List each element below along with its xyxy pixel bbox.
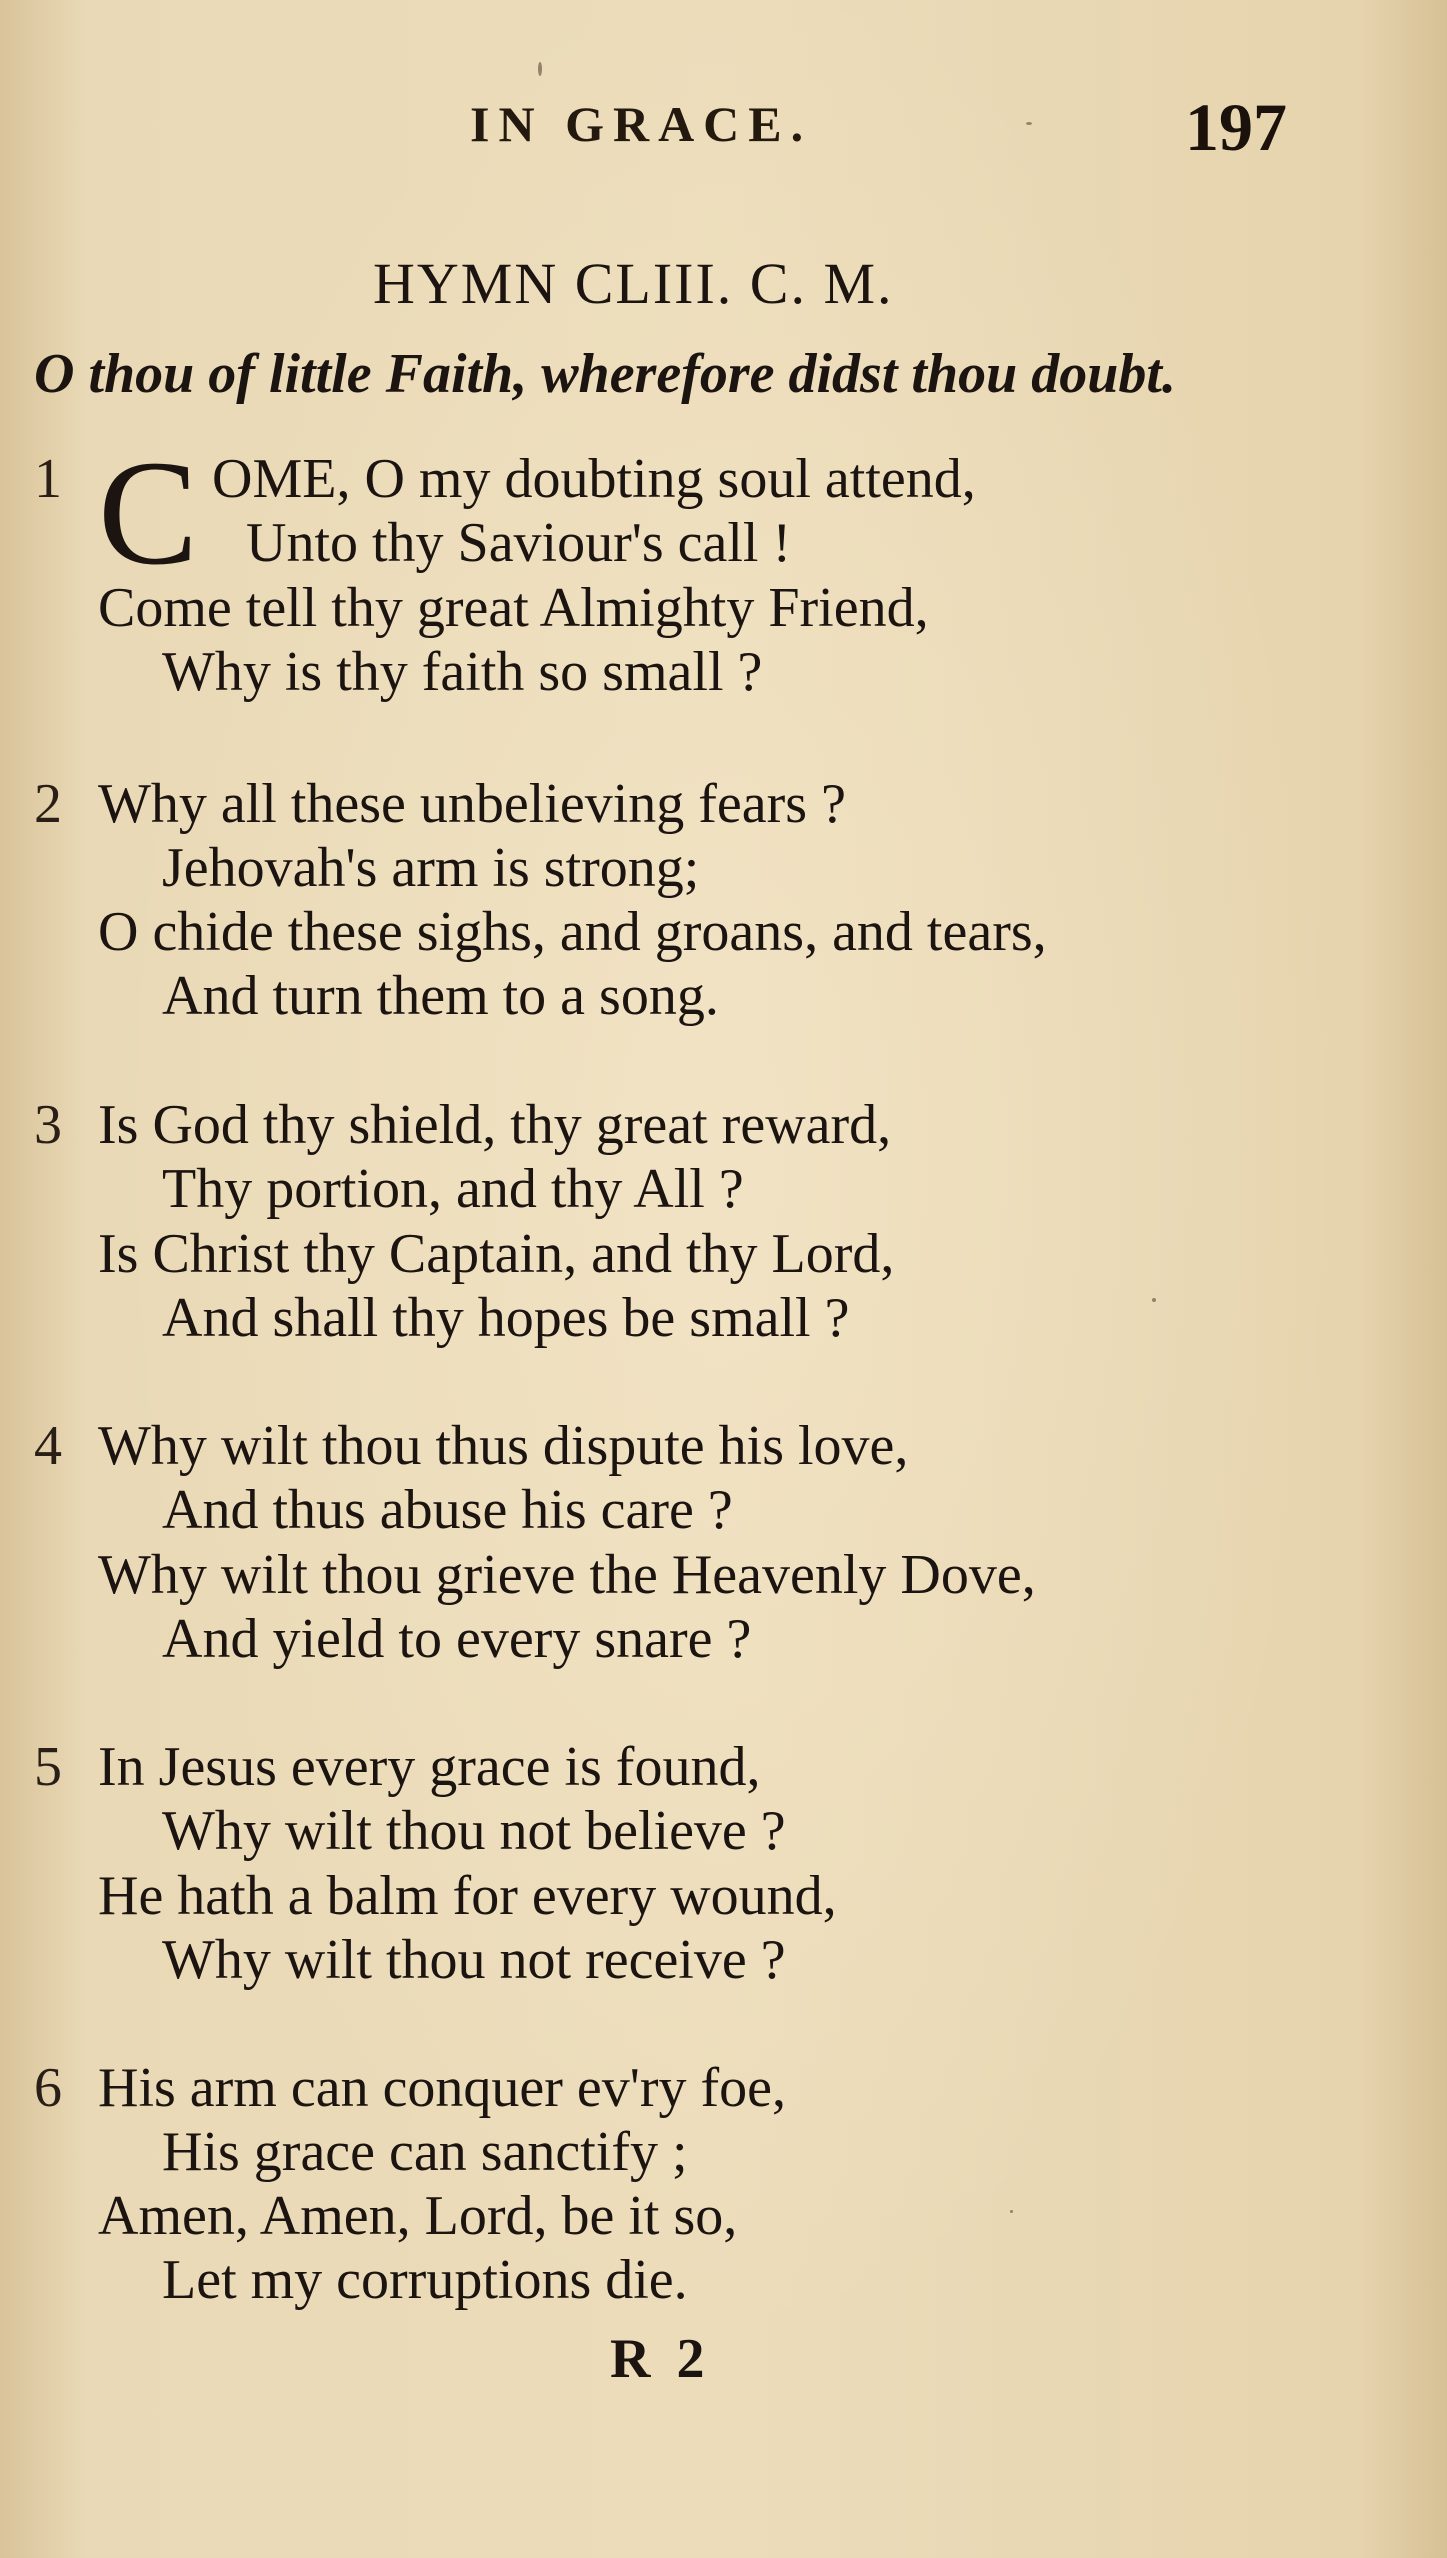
- verse-line: OME, O my doubting soul attend,: [212, 448, 976, 510]
- verse-line: Why wilt thou thus dispute his love,: [98, 1415, 909, 1477]
- hymn-epigraph: O thou of little Faith, wherefore didst thou doubt.: [34, 343, 1176, 405]
- verse-line: Let my corruptions die.: [162, 2249, 688, 2311]
- verse-line: Unto thy Saviour's call !: [246, 512, 792, 574]
- verse-line: And yield to every snare ?: [162, 1608, 752, 1670]
- paper-speck: [1010, 2210, 1013, 2213]
- verse-line: And shall thy hopes be small ?: [162, 1287, 850, 1349]
- verse-number: 6: [34, 2057, 62, 2119]
- verse-line: O chide these sighs, and groans, and tears,: [98, 901, 1047, 963]
- verse-number: 2: [34, 773, 62, 835]
- paper-speck: [538, 62, 542, 76]
- verse-line: Why wilt thou grieve the Heavenly Dove,: [98, 1544, 1036, 1606]
- verse-line: His arm can conquer ev'ry foe,: [98, 2057, 787, 2119]
- verse-line: Why all these unbelieving fears ?: [98, 773, 846, 835]
- verse-number: 3: [34, 1094, 62, 1156]
- verse-line: Amen, Amen, Lord, be it so,: [98, 2185, 738, 2247]
- paper-speck: [1026, 122, 1032, 125]
- verse-line: Jehovah's arm is strong;: [162, 837, 700, 899]
- verse-number: 1: [34, 448, 62, 510]
- verse-number: 4: [34, 1415, 62, 1477]
- page-number: 197: [1185, 89, 1287, 165]
- paper-speck: [1152, 1298, 1156, 1302]
- signature-mark: R 2: [610, 2328, 711, 2390]
- verse-line: And thus abuse his care ?: [162, 1479, 733, 1541]
- verse-line: Why wilt thou not receive ?: [162, 1929, 786, 1991]
- drop-cap: C: [98, 430, 199, 596]
- verse-line: Why wilt thou not believe ?: [162, 1800, 786, 1862]
- verse-line: His grace can sanctify ;: [162, 2121, 688, 2183]
- verse-line: Come tell thy great Almighty Friend,: [98, 577, 929, 639]
- verse-line: In Jesus every grace is found,: [98, 1736, 761, 1798]
- running-head: IN GRACE.: [470, 96, 813, 152]
- verse-line: Is Christ thy Captain, and thy Lord,: [98, 1223, 895, 1285]
- hymn-title: HYMN CLIII. C. M.: [373, 251, 894, 316]
- verse-line: And turn them to a song.: [162, 965, 719, 1027]
- verse-line: Thy portion, and thy All ?: [162, 1158, 744, 1220]
- verse-line: He hath a balm for every wound,: [98, 1865, 837, 1927]
- verse-number: 5: [34, 1736, 62, 1798]
- verse-line: Is God thy shield, thy great reward,: [98, 1094, 892, 1156]
- verse-line: Why is thy faith so small ?: [162, 641, 763, 703]
